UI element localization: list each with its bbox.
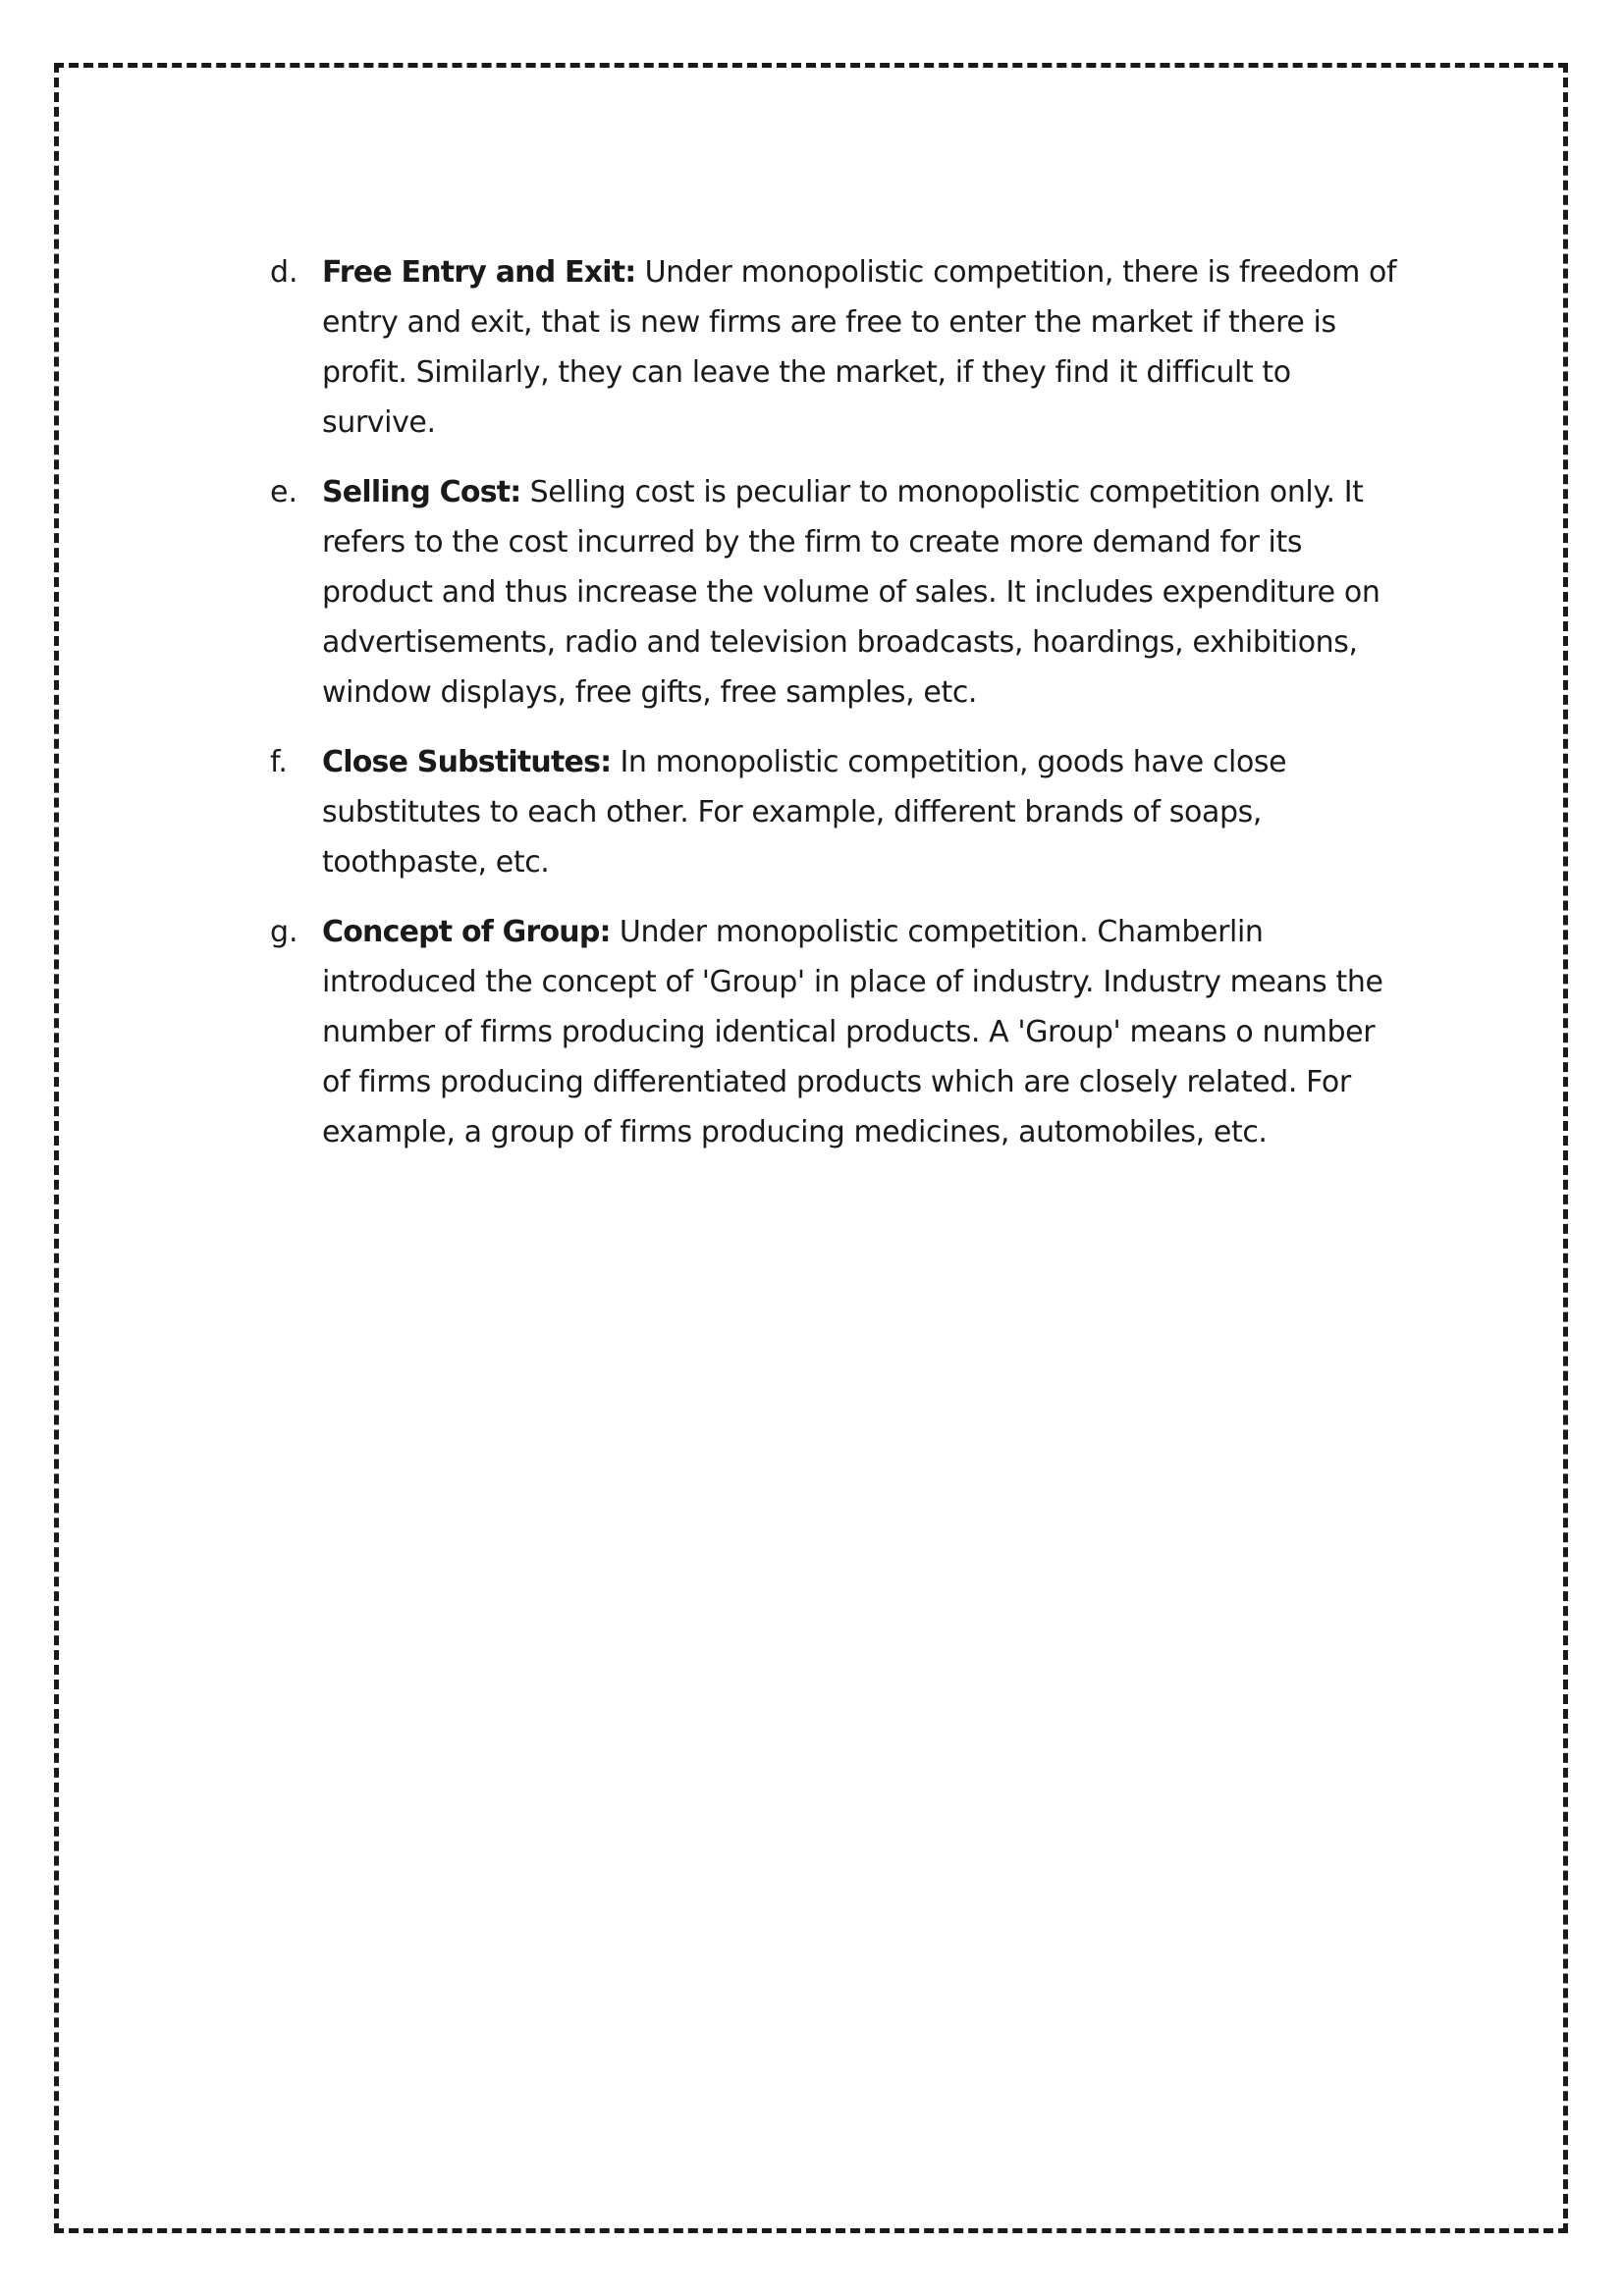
list-item-text bbox=[322, 247, 1409, 448]
list-item-body: Under monopolistic competition, there is freedom of entry and exit, that is new firms are free to enter the market if there is profit. Similarly, they can leave the market, if they find it difficult to survive. bbox=[322, 255, 1397, 440]
list-item-term: Concept of Group: bbox=[322, 915, 611, 949]
list-item-text bbox=[322, 907, 1409, 1157]
list-marker: e. bbox=[270, 475, 298, 509]
list-item-free-entry-exit bbox=[270, 247, 1409, 448]
list-item-body: Selling cost is peculiar to monopolistic competition only. It refers to the cost incurred by the firm to create more demand for its product and thus increase the volume of sales. It includes expenditure on advertisements, radio and television broadcasts, hoardings, exhibitions, window displays, free gifts, free samples, etc. bbox=[322, 475, 1380, 710]
list-item-close-substitutes bbox=[270, 737, 1409, 887]
list-item-term: Free Entry and Exit: bbox=[322, 255, 636, 290]
list-marker: d. bbox=[270, 255, 298, 290]
list-item-text bbox=[322, 737, 1409, 887]
list-item-text bbox=[322, 467, 1409, 718]
list-item-selling-cost bbox=[270, 467, 1409, 718]
list-item-body: Under monopolistic competition. Chamberlin introduced the concept of 'Group' in place of industry. Industry means the number of firms producing identical products. A 'Group' means o number of firms producing differentiated products which are closely related. For example, a group of firms producing medicines, automobiles, etc. bbox=[322, 915, 1383, 1149]
list-item-concept-of-group bbox=[270, 907, 1409, 1157]
list-item-term: Selling Cost: bbox=[322, 475, 521, 509]
list-marker: g. bbox=[270, 915, 298, 949]
list-marker: f. bbox=[270, 745, 288, 779]
list-item-term: Close Substitutes: bbox=[322, 745, 612, 779]
document-content bbox=[270, 247, 1409, 1177]
list-item-body: In monopolistic competition, goods have close substitutes to each other. For example, different brands of soaps, toothpaste, etc. bbox=[322, 745, 1287, 880]
